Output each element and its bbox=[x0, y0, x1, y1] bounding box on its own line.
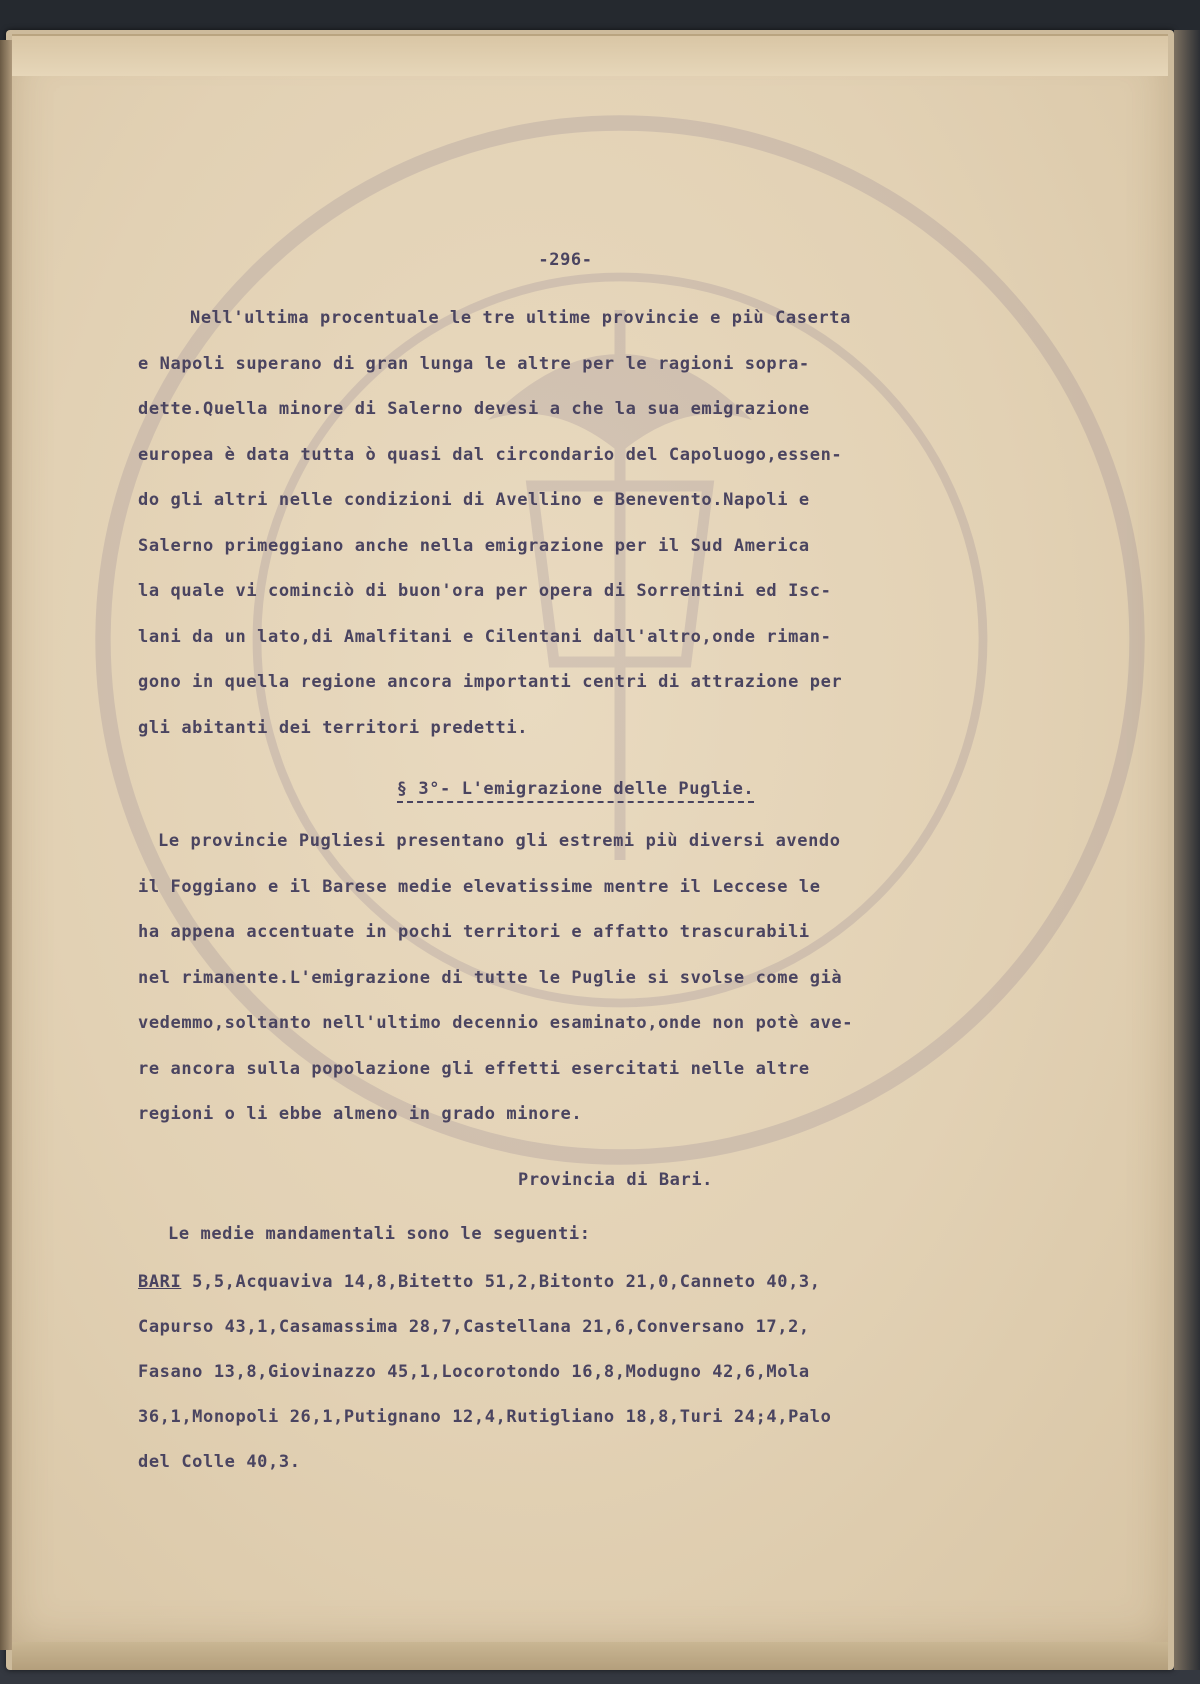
text-line: europea è data tutta ò quasi dal circondario del Capoluogo,essen- bbox=[138, 444, 843, 465]
right-edge-shadow bbox=[1174, 30, 1200, 1670]
text-line: il Foggiano e il Barese medie elevatissime mentre il Leccese le bbox=[138, 876, 821, 897]
text-line: regioni o li ebbe almeno in grado minore. bbox=[138, 1104, 583, 1124]
text-line: Le provincie Pugliesi presentano gli estremi più diversi avendo bbox=[158, 831, 841, 851]
text-line: do gli altri nelle condizioni di Avellino e Benevento.Napoli e bbox=[138, 490, 810, 510]
paragraph-campania bbox=[138, 296, 1053, 751]
text-line: ha appena accentuate in pochi territori e affatto trascurabili bbox=[138, 922, 810, 942]
text-line: gli abitanti dei territori predetti. bbox=[138, 717, 529, 738]
text-line: gono in quella regione ancora importanti centri di attrazione per bbox=[138, 672, 843, 692]
text-line: Salerno primeggiano anche nella emigrazione per il Sud America bbox=[138, 535, 810, 556]
page-top-strip bbox=[12, 34, 1168, 76]
province-title: Provincia di Bari. bbox=[517, 1169, 714, 1190]
text-line: la quale vi cominciò di buon'ora per opera di Sorrentini ed Isc- bbox=[138, 581, 832, 601]
data-line: 36,1,Monopoli 26,1,Putignano 12,4,Rutigliano 18,8,Turi 24;4,Palo bbox=[138, 1406, 832, 1427]
data-line-text: 5,5,Acquaviva 14,8,Bitetto 51,2,Bitonto 21,0,Canneto 40,3, bbox=[181, 1271, 821, 1292]
page-bottom-band bbox=[12, 1642, 1168, 1670]
text-line: dette.Quella minore di Salerno devesi a che la sua emigrazione bbox=[138, 399, 810, 419]
text-line: Nell'ultima procentuale le tre ultime provincie e più Caserta bbox=[190, 308, 851, 328]
text-line: e Napoli superano di gran lunga le altre per le ragioni sopra- bbox=[138, 353, 810, 374]
data-line: Fasano 13,8,Giovinazzo 45,1,Locorotondo 16,8,Modugno 42,6,Mola bbox=[138, 1361, 810, 1382]
section-heading bbox=[138, 759, 1053, 819]
province-data-block bbox=[138, 1260, 1053, 1485]
page-number: -296- bbox=[538, 250, 593, 270]
text-line: vedemmo,soltanto nell'ultimo decennio esaminato,onde non potè ave- bbox=[138, 1013, 854, 1033]
section-heading-text: § 3°- L'emigrazione delle Puglie. bbox=[397, 779, 755, 803]
text-line: nel rimanente.L'emigrazione di tutte le Puglie si svolse come già bbox=[138, 967, 843, 988]
province-intro: Le medie mandamentali sono le seguenti: bbox=[168, 1223, 591, 1244]
data-line: del Colle 40,3. bbox=[138, 1451, 301, 1472]
typed-text-block bbox=[138, 246, 1053, 1485]
data-line bbox=[138, 1260, 1053, 1305]
data-line: Capurso 43,1,Casamassima 28,7,Castellana 21,6,Conversano 17,2, bbox=[138, 1316, 810, 1337]
paragraph-puglie bbox=[138, 819, 1053, 1138]
bari-label: BARI bbox=[138, 1271, 182, 1292]
text-line: re ancora sulla popolazione gli effetti esercitati nelle altre bbox=[138, 1058, 810, 1079]
text-line: lani da un lato,di Amalfitani e Cilentani dall'altro,onde riman- bbox=[138, 626, 832, 647]
